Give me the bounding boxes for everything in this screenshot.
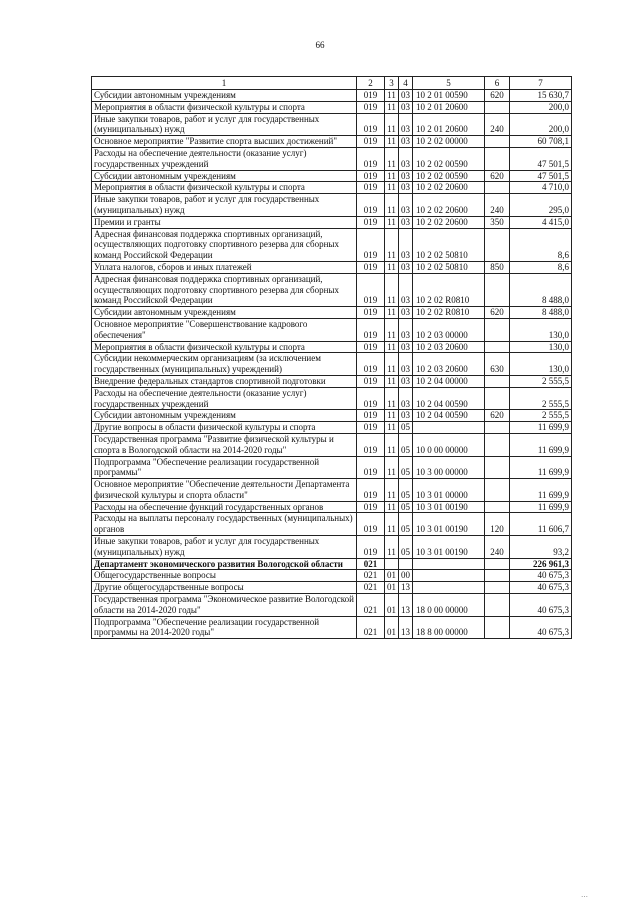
row-amount: 40 675,3 bbox=[510, 570, 572, 582]
row-section-code: 11 bbox=[385, 479, 399, 502]
row-subsection-code: 03 bbox=[399, 194, 413, 217]
corner-mark: … bbox=[581, 891, 588, 899]
row-amount: 8,6 bbox=[510, 261, 572, 273]
row-target-article bbox=[413, 422, 485, 434]
row-expense-type bbox=[485, 479, 510, 502]
row-name-cell: Иные закупки товаров, работ и услуг для государственных (муниципальных) нужд bbox=[92, 536, 357, 559]
row-target-article: 10 3 00 00000 bbox=[413, 456, 485, 479]
row-target-article: 10 3 01 00000 bbox=[413, 479, 485, 502]
row-target-article: 10 2 04 00000 bbox=[413, 375, 485, 387]
row-name-cell: Расходы на выплаты персоналу государственных (муниципальных) органов bbox=[92, 513, 357, 536]
row-section-code: 11 bbox=[385, 353, 399, 376]
row-department-code: 019 bbox=[357, 101, 385, 113]
row-subsection-code: 03 bbox=[399, 261, 413, 273]
row-target-article: 10 2 02 R0810 bbox=[413, 273, 485, 306]
table-row bbox=[92, 501, 572, 513]
row-section-code: 11 bbox=[385, 422, 399, 434]
row-section-code: 11 bbox=[385, 113, 399, 136]
row-amount: 11 699,9 bbox=[510, 422, 572, 434]
table-row bbox=[92, 307, 572, 319]
row-name-cell: Другие вопросы в области физической культуры и спорта bbox=[92, 422, 357, 434]
row-name-cell: Субсидии автономным учреждениям bbox=[92, 170, 357, 182]
row-amount: 93,2 bbox=[510, 536, 572, 559]
row-subsection-code: 03 bbox=[399, 182, 413, 194]
table-row bbox=[92, 387, 572, 410]
row-subsection-code: 03 bbox=[399, 228, 413, 261]
row-target-article: 10 3 01 00190 bbox=[413, 501, 485, 513]
row-name-cell: Мероприятия в области физической культуры и спорта bbox=[92, 182, 357, 194]
row-subsection-code: 03 bbox=[399, 307, 413, 319]
row-name-cell: Расходы на обеспечение функций государственных органов bbox=[92, 501, 357, 513]
row-expense-type: 240 bbox=[485, 536, 510, 559]
column-header-department: 2 bbox=[357, 77, 385, 90]
row-department-code: 019 bbox=[357, 410, 385, 422]
row-section-code: 11 bbox=[385, 410, 399, 422]
table-row bbox=[92, 228, 572, 261]
row-name-cell: Основное мероприятие "Обеспечение деятельности Департамента физической культуры и спорта области" bbox=[92, 479, 357, 502]
row-department-code: 019 bbox=[357, 147, 385, 170]
row-name-cell: Подпрограмма "Обеспечение реализации государственной программы на 2014-2020 годы" bbox=[92, 616, 357, 639]
row-name-cell: Другие общегосударственные вопросы bbox=[92, 582, 357, 594]
row-subsection-code: 03 bbox=[399, 341, 413, 353]
row-department-code: 019 bbox=[357, 261, 385, 273]
row-name-cell: Премии и гранты bbox=[92, 216, 357, 228]
row-expense-type bbox=[485, 456, 510, 479]
row-subsection-code: 03 bbox=[399, 318, 413, 341]
table-row bbox=[92, 147, 572, 170]
row-section-code: 11 bbox=[385, 536, 399, 559]
row-name-cell: Субсидии некоммерческим организациям (за исключением государственных (муниципальных) учреждений) bbox=[92, 353, 357, 376]
row-target-article: 10 2 02 00590 bbox=[413, 147, 485, 170]
row-target-article bbox=[413, 582, 485, 594]
row-section-code: 11 bbox=[385, 216, 399, 228]
row-target-article: 10 2 04 00590 bbox=[413, 410, 485, 422]
row-amount: 47 501,5 bbox=[510, 170, 572, 182]
row-expense-type bbox=[485, 101, 510, 113]
row-expense-type: 620 bbox=[485, 307, 510, 319]
row-subsection-code: 03 bbox=[399, 90, 413, 102]
row-amount: 11 699,9 bbox=[510, 501, 572, 513]
table-row bbox=[92, 558, 572, 570]
row-department-code: 019 bbox=[357, 433, 385, 456]
row-expense-type bbox=[485, 228, 510, 261]
row-department-code: 019 bbox=[357, 375, 385, 387]
table-row bbox=[92, 570, 572, 582]
row-subsection-code: 13 bbox=[399, 616, 413, 639]
row-department-code: 021 bbox=[357, 616, 385, 639]
table-row bbox=[92, 353, 572, 376]
row-expense-type bbox=[485, 318, 510, 341]
row-department-code: 019 bbox=[357, 387, 385, 410]
row-expense-type: 120 bbox=[485, 513, 510, 536]
row-section-code: 01 bbox=[385, 570, 399, 582]
row-amount: 226 961,3 bbox=[510, 558, 572, 570]
row-amount: 200,0 bbox=[510, 113, 572, 136]
table-row bbox=[92, 318, 572, 341]
row-subsection-code: 05 bbox=[399, 479, 413, 502]
row-amount: 130,0 bbox=[510, 341, 572, 353]
table-row bbox=[92, 479, 572, 502]
row-section-code: 01 bbox=[385, 594, 399, 617]
row-subsection-code: 03 bbox=[399, 375, 413, 387]
row-amount: 200,0 bbox=[510, 101, 572, 113]
row-section-code: 11 bbox=[385, 147, 399, 170]
row-subsection-code: 13 bbox=[399, 594, 413, 617]
row-subsection-code: 03 bbox=[399, 170, 413, 182]
row-section-code: 01 bbox=[385, 582, 399, 594]
table-body bbox=[92, 90, 572, 639]
row-department-code: 019 bbox=[357, 182, 385, 194]
row-section-code: 11 bbox=[385, 341, 399, 353]
row-section-code: 01 bbox=[385, 616, 399, 639]
row-section-code: 11 bbox=[385, 273, 399, 306]
row-target-article: 10 2 02 00590 bbox=[413, 170, 485, 182]
row-subsection-code: 05 bbox=[399, 513, 413, 536]
row-department-code: 019 bbox=[357, 170, 385, 182]
row-target-article: 10 2 02 00000 bbox=[413, 136, 485, 148]
row-subsection-code: 03 bbox=[399, 216, 413, 228]
row-subsection-code: 00 bbox=[399, 570, 413, 582]
table-row bbox=[92, 456, 572, 479]
row-subsection-code: 03 bbox=[399, 136, 413, 148]
row-amount: 130,0 bbox=[510, 353, 572, 376]
table-row bbox=[92, 90, 572, 102]
row-amount: 8,6 bbox=[510, 228, 572, 261]
row-section-code: 11 bbox=[385, 318, 399, 341]
column-header-target-article: 5 bbox=[413, 77, 485, 90]
row-expense-type bbox=[485, 273, 510, 306]
row-section-code: 11 bbox=[385, 307, 399, 319]
row-subsection-code: 03 bbox=[399, 410, 413, 422]
row-expense-type bbox=[485, 501, 510, 513]
row-section-code bbox=[385, 558, 399, 570]
column-header-expense-type: 6 bbox=[485, 77, 510, 90]
row-name-cell: Субсидии автономным учреждениям bbox=[92, 410, 357, 422]
row-subsection-code bbox=[399, 558, 413, 570]
row-target-article: 10 2 03 00000 bbox=[413, 318, 485, 341]
table-row bbox=[92, 616, 572, 639]
row-department-code: 019 bbox=[357, 479, 385, 502]
row-target-article: 10 2 03 20600 bbox=[413, 341, 485, 353]
row-department-code: 019 bbox=[357, 273, 385, 306]
row-expense-type bbox=[485, 387, 510, 410]
row-department-code: 019 bbox=[357, 353, 385, 376]
table-row bbox=[92, 182, 572, 194]
row-expense-type: 620 bbox=[485, 90, 510, 102]
row-target-article: 10 2 04 00590 bbox=[413, 387, 485, 410]
row-subsection-code: 05 bbox=[399, 536, 413, 559]
row-subsection-code: 05 bbox=[399, 456, 413, 479]
row-name-cell: Уплата налогов, сборов и иных платежей bbox=[92, 261, 357, 273]
table-row bbox=[92, 216, 572, 228]
table-row bbox=[92, 536, 572, 559]
row-amount: 47 501,5 bbox=[510, 147, 572, 170]
table-row bbox=[92, 136, 572, 148]
row-amount: 2 555,5 bbox=[510, 387, 572, 410]
header-row bbox=[92, 77, 572, 90]
row-amount: 40 675,3 bbox=[510, 582, 572, 594]
row-expense-type bbox=[485, 182, 510, 194]
row-name-cell: Иные закупки товаров, работ и услуг для государственных (муниципальных) нужд bbox=[92, 113, 357, 136]
row-subsection-code: 13 bbox=[399, 582, 413, 594]
row-expense-type bbox=[485, 341, 510, 353]
row-amount: 4 415,0 bbox=[510, 216, 572, 228]
row-amount: 2 555,5 bbox=[510, 410, 572, 422]
table-row bbox=[92, 422, 572, 434]
column-header-section: 3 bbox=[385, 77, 399, 90]
table-row bbox=[92, 513, 572, 536]
row-expense-type: 240 bbox=[485, 194, 510, 217]
table-row bbox=[92, 101, 572, 113]
row-subsection-code: 03 bbox=[399, 353, 413, 376]
row-name-cell: Мероприятия в области физической культуры и спорта bbox=[92, 101, 357, 113]
row-section-code: 11 bbox=[385, 387, 399, 410]
table-row bbox=[92, 261, 572, 273]
row-department-code: 021 bbox=[357, 558, 385, 570]
row-expense-type bbox=[485, 147, 510, 170]
row-subsection-code: 05 bbox=[399, 422, 413, 434]
table-row bbox=[92, 341, 572, 353]
table-row bbox=[92, 194, 572, 217]
row-amount: 8 488,0 bbox=[510, 273, 572, 306]
row-department-code: 021 bbox=[357, 582, 385, 594]
table-row bbox=[92, 410, 572, 422]
row-department-code: 019 bbox=[357, 136, 385, 148]
column-header-name: 1 bbox=[92, 77, 357, 90]
table-row bbox=[92, 594, 572, 617]
row-name-cell: Основное мероприятие "Совершенствование кадрового обеспечения" bbox=[92, 318, 357, 341]
row-name-cell: Мероприятия в области физической культуры и спорта bbox=[92, 341, 357, 353]
row-target-article: 18 0 00 00000 bbox=[413, 594, 485, 617]
row-expense-type: 620 bbox=[485, 170, 510, 182]
row-department-code: 019 bbox=[357, 341, 385, 353]
page-number: 66 bbox=[315, 40, 325, 50]
row-expense-type bbox=[485, 570, 510, 582]
row-section-code: 11 bbox=[385, 375, 399, 387]
row-amount: 60 708,1 bbox=[510, 136, 572, 148]
row-subsection-code: 03 bbox=[399, 113, 413, 136]
table-row bbox=[92, 170, 572, 182]
row-amount: 11 699,9 bbox=[510, 479, 572, 502]
row-name-cell: Внедрение федеральных стандартов спортивной подготовки bbox=[92, 375, 357, 387]
row-target-article: 10 2 02 50810 bbox=[413, 261, 485, 273]
row-amount: 130,0 bbox=[510, 318, 572, 341]
row-expense-type bbox=[485, 136, 510, 148]
row-name-cell: Адресная финансовая поддержка спортивных организаций, осуществляющих подготовку спортивного резерва для сборных команд Российской Федерации bbox=[92, 273, 357, 306]
table-row bbox=[92, 113, 572, 136]
row-amount: 11 606,7 bbox=[510, 513, 572, 536]
row-amount: 8 488,0 bbox=[510, 307, 572, 319]
row-name-cell: Субсидии автономным учреждениям bbox=[92, 90, 357, 102]
row-amount: 40 675,3 bbox=[510, 594, 572, 617]
row-amount: 4 710,0 bbox=[510, 182, 572, 194]
row-section-code: 11 bbox=[385, 456, 399, 479]
column-header-amount: 7 bbox=[510, 77, 572, 90]
row-subsection-code: 03 bbox=[399, 387, 413, 410]
row-name-cell: Иные закупки товаров, работ и услуг для государственных (муниципальных) нужд bbox=[92, 194, 357, 217]
row-amount: 40 675,3 bbox=[510, 616, 572, 639]
row-amount: 11 699,9 bbox=[510, 433, 572, 456]
row-target-article: 10 2 01 20600 bbox=[413, 113, 485, 136]
row-department-code: 019 bbox=[357, 194, 385, 217]
row-expense-type: 620 bbox=[485, 410, 510, 422]
row-expense-type: 350 bbox=[485, 216, 510, 228]
row-expense-type bbox=[485, 594, 510, 617]
row-department-code: 019 bbox=[357, 318, 385, 341]
row-section-code: 11 bbox=[385, 501, 399, 513]
row-section-code: 11 bbox=[385, 170, 399, 182]
row-target-article bbox=[413, 558, 485, 570]
row-section-code: 11 bbox=[385, 136, 399, 148]
row-target-article: 10 2 02 20600 bbox=[413, 216, 485, 228]
row-target-article: 10 2 01 20600 bbox=[413, 101, 485, 113]
row-expense-type bbox=[485, 375, 510, 387]
row-department-code: 019 bbox=[357, 422, 385, 434]
row-subsection-code: 03 bbox=[399, 101, 413, 113]
row-department-code: 021 bbox=[357, 594, 385, 617]
row-section-code: 11 bbox=[385, 90, 399, 102]
row-name-cell: Основное мероприятие "Развитие спорта высших достижений" bbox=[92, 136, 357, 148]
row-target-article: 10 2 03 20600 bbox=[413, 353, 485, 376]
budget-table bbox=[91, 76, 572, 639]
row-target-article: 10 2 01 00590 bbox=[413, 90, 485, 102]
row-target-article: 10 2 02 20600 bbox=[413, 182, 485, 194]
row-subsection-code: 05 bbox=[399, 501, 413, 513]
row-target-article: 10 3 01 00190 bbox=[413, 513, 485, 536]
row-department-code: 019 bbox=[357, 90, 385, 102]
row-name-cell: Общегосударственные вопросы bbox=[92, 570, 357, 582]
column-header-subsection: 4 bbox=[399, 77, 413, 90]
row-department-code: 019 bbox=[357, 513, 385, 536]
table-row bbox=[92, 273, 572, 306]
row-department-code: 019 bbox=[357, 536, 385, 559]
row-amount: 11 699,9 bbox=[510, 456, 572, 479]
table-row bbox=[92, 433, 572, 456]
row-target-article: 10 0 00 00000 bbox=[413, 433, 485, 456]
row-amount: 295,0 bbox=[510, 194, 572, 217]
row-expense-type bbox=[485, 582, 510, 594]
row-expense-type bbox=[485, 558, 510, 570]
row-expense-type: 850 bbox=[485, 261, 510, 273]
row-expense-type: 240 bbox=[485, 113, 510, 136]
row-department-code: 019 bbox=[357, 216, 385, 228]
row-amount: 2 555,5 bbox=[510, 375, 572, 387]
row-name-cell: Департамент экономического развития Вологодской области bbox=[92, 558, 357, 570]
table-row bbox=[92, 582, 572, 594]
row-name-cell: Расходы на обеспечение деятельности (оказание услуг) государственных учреждений bbox=[92, 147, 357, 170]
table-row bbox=[92, 375, 572, 387]
row-department-code: 019 bbox=[357, 501, 385, 513]
row-name-cell: Государственная программа "Экономическое развитие Вологодской области на 2014-2020 годы" bbox=[92, 594, 357, 617]
row-target-article: 10 2 02 20600 bbox=[413, 194, 485, 217]
row-subsection-code: 03 bbox=[399, 273, 413, 306]
row-section-code: 11 bbox=[385, 194, 399, 217]
row-subsection-code: 03 bbox=[399, 147, 413, 170]
row-expense-type bbox=[485, 616, 510, 639]
row-department-code: 019 bbox=[357, 228, 385, 261]
row-target-article: 10 2 02 50810 bbox=[413, 228, 485, 261]
row-target-article: 10 3 01 00190 bbox=[413, 536, 485, 559]
row-section-code: 11 bbox=[385, 433, 399, 456]
row-section-code: 11 bbox=[385, 513, 399, 536]
row-name-cell: Государственная программа "Развитие физической культуры и спорта в Вологодской области на 2014-2020 годы" bbox=[92, 433, 357, 456]
row-expense-type bbox=[485, 433, 510, 456]
row-subsection-code: 05 bbox=[399, 433, 413, 456]
row-section-code: 11 bbox=[385, 228, 399, 261]
row-section-code: 11 bbox=[385, 182, 399, 194]
row-name-cell: Расходы на обеспечение деятельности (оказание услуг) государственных учреждений bbox=[92, 387, 357, 410]
row-department-code: 021 bbox=[357, 570, 385, 582]
row-name-cell: Подпрограмма "Обеспечение реализации государственной программы" bbox=[92, 456, 357, 479]
row-expense-type: 630 bbox=[485, 353, 510, 376]
row-target-article: 10 2 02 R0810 bbox=[413, 307, 485, 319]
row-name-cell: Субсидии автономным учреждениям bbox=[92, 307, 357, 319]
row-name-cell: Адресная финансовая поддержка спортивных организаций, осуществляющих подготовку спортивного резерва для сборных команд Российской Федерации bbox=[92, 228, 357, 261]
row-department-code: 019 bbox=[357, 307, 385, 319]
row-section-code: 11 bbox=[385, 261, 399, 273]
row-section-code: 11 bbox=[385, 101, 399, 113]
row-department-code: 019 bbox=[357, 456, 385, 479]
row-department-code: 019 bbox=[357, 113, 385, 136]
row-target-article: 18 8 00 00000 bbox=[413, 616, 485, 639]
row-target-article bbox=[413, 570, 485, 582]
row-amount: 15 630,7 bbox=[510, 90, 572, 102]
row-expense-type bbox=[485, 422, 510, 434]
